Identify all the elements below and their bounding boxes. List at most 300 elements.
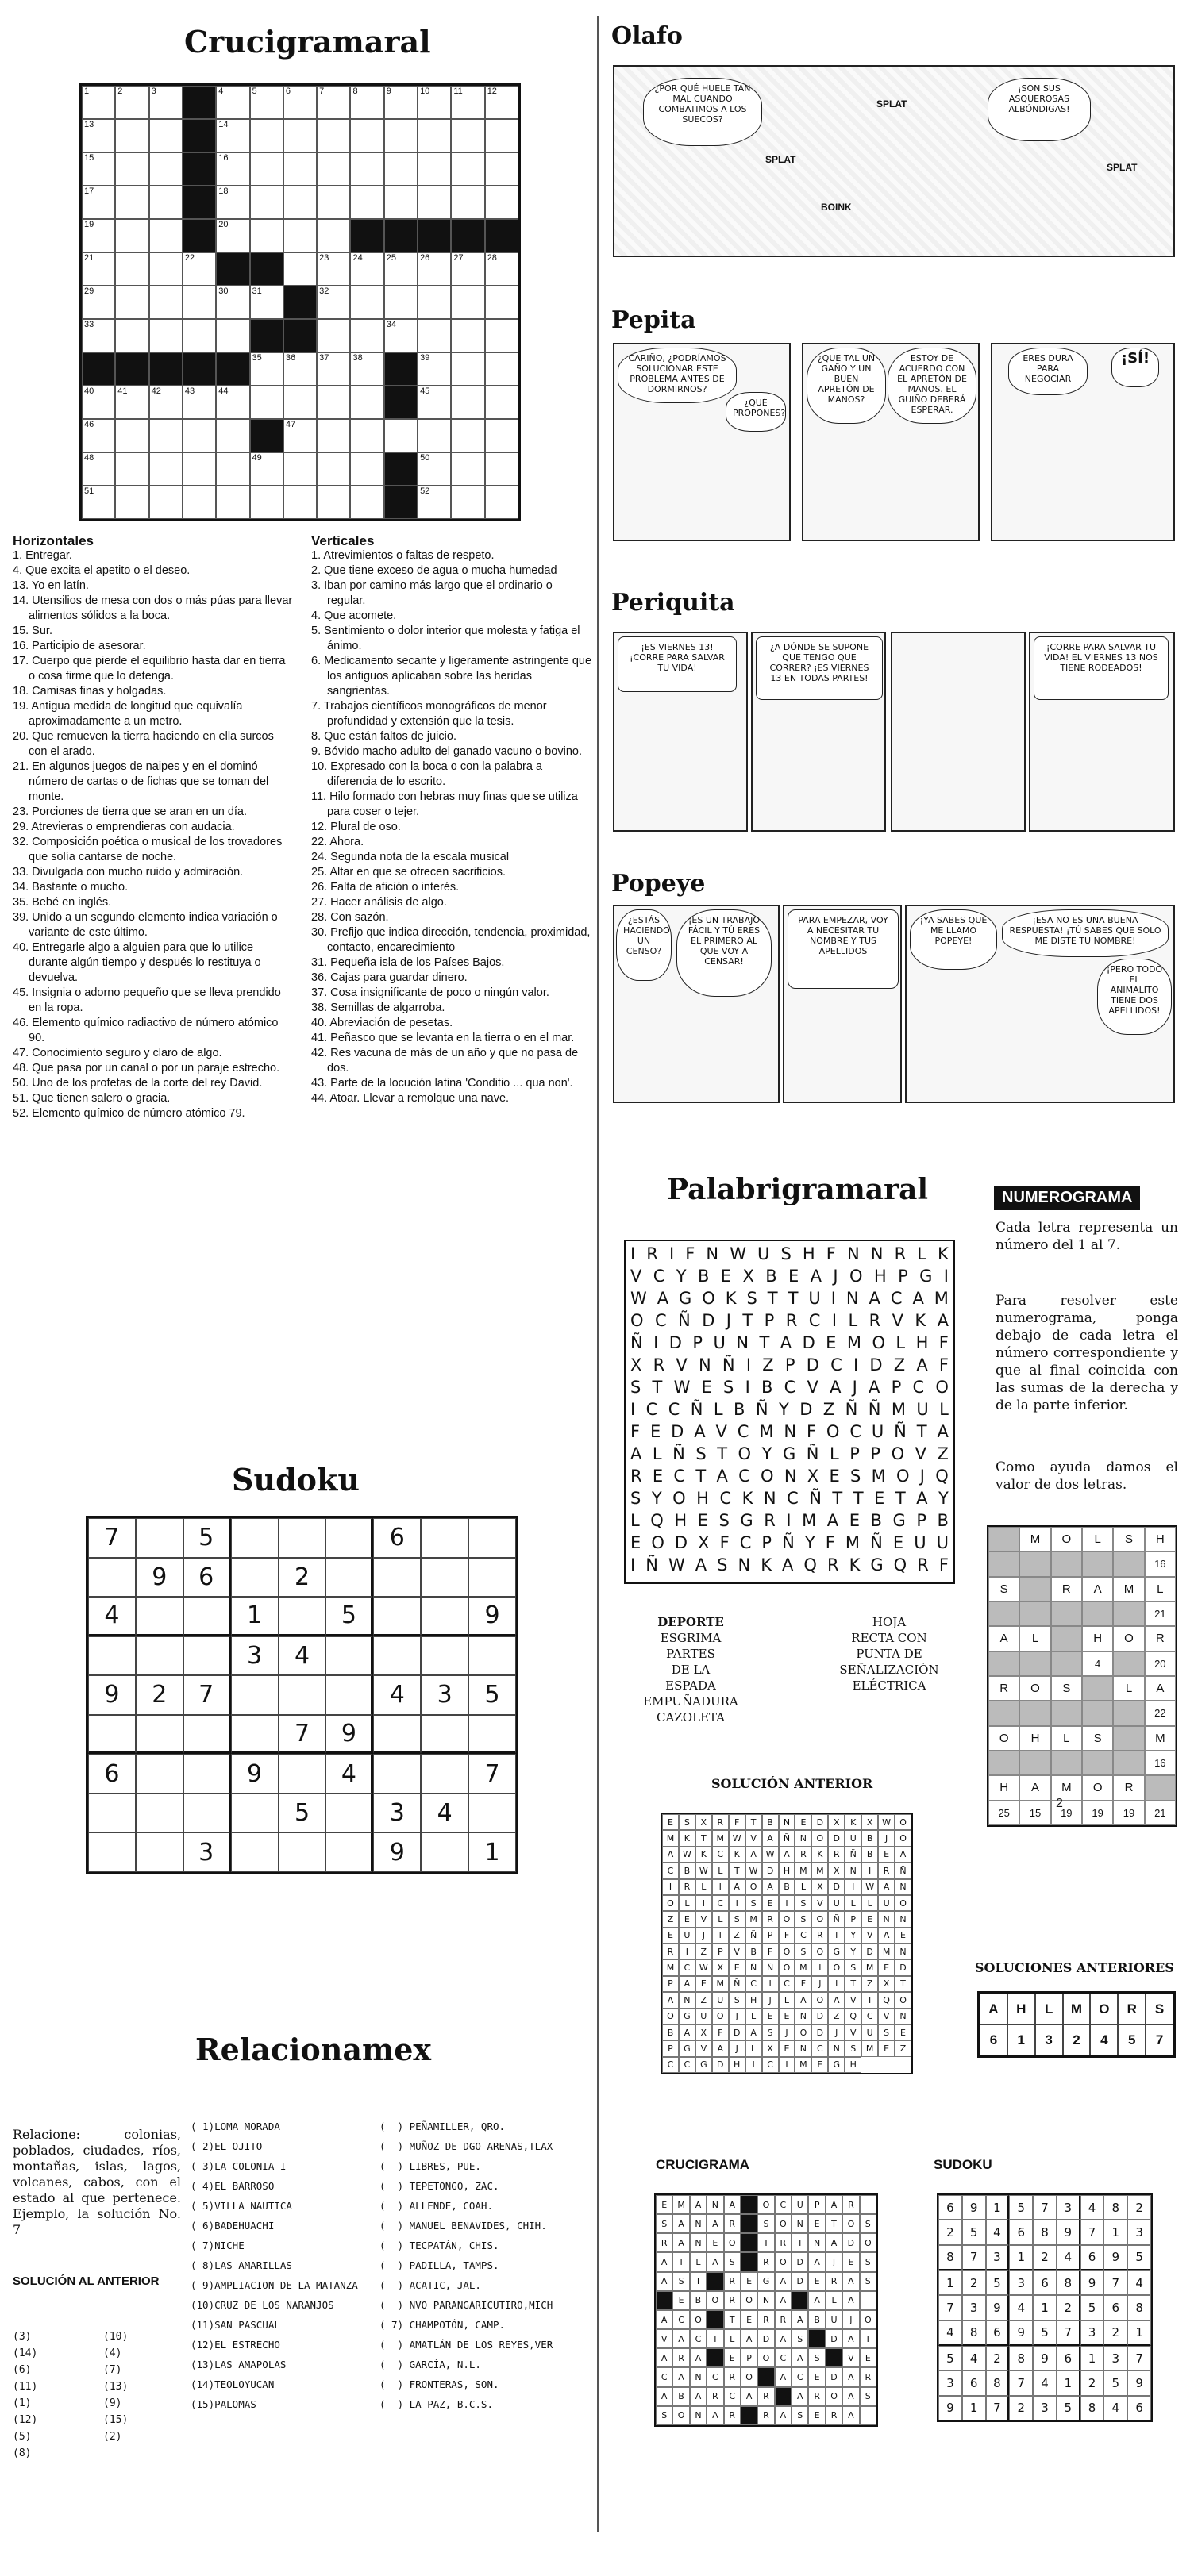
prev-sudoku-cell: 5	[938, 2346, 962, 2370]
wordsearch-letter: E	[849, 1511, 860, 1530]
crossword-cell	[283, 152, 317, 186]
crossword-cell	[250, 352, 283, 386]
pepita-panel-3	[991, 343, 1175, 541]
crossword-cell	[485, 119, 518, 152]
prev-crossword-letter: R	[826, 2272, 842, 2291]
prev-crossword-letter: J	[826, 2252, 842, 2271]
wordsearch-word: SEÑALIZACIÓN	[839, 1663, 939, 1677]
prev-crossword-letter: A	[672, 2233, 689, 2252]
vertical-clue: 41. Peñasco que se levanta en la tierra o en el mar.	[311, 1032, 575, 1044]
prev-wordsearch-letter: N	[895, 2009, 911, 2024]
wordsearch-letter: Y	[804, 1533, 815, 1552]
wordsearch-grid	[624, 1240, 955, 1584]
sudoku-cell	[421, 1558, 468, 1598]
sudoku-cell	[325, 1558, 373, 1598]
prev-sudoku-cell: 8	[986, 2370, 1010, 2395]
prev-sudoku-cell: 4	[1009, 2295, 1033, 2320]
periquita-panel-4	[1029, 632, 1175, 832]
crossword-clue-number: 29	[84, 286, 94, 296]
prev-wordsearch-letter: B	[861, 1830, 878, 1846]
prev-sudoku-cell: 7	[986, 2396, 1010, 2420]
relacionamex-state: ( ) ALLENDE, COAH.	[379, 2200, 493, 2212]
prev-wordsearch-letter: S	[795, 1895, 811, 1911]
prev-crossword-letter: R	[757, 2252, 774, 2271]
numerograma-cell	[988, 1527, 1019, 1551]
relacionamex-state: ( ) ACATIC, JAL.	[379, 2279, 481, 2291]
prev-wordsearch-letter: I	[662, 1879, 679, 1895]
wordsearch-letter: W	[673, 1378, 691, 1397]
crossword-cell	[216, 152, 249, 186]
prev-crossword-letter: N	[690, 2233, 707, 2252]
wordsearch-letter: Q	[803, 1555, 817, 1574]
wordsearch-letter: A	[694, 1422, 706, 1441]
numerograma-cell	[988, 1701, 1019, 1725]
prev-wordsearch-letter: J	[695, 1928, 712, 1944]
numerograma-text1: Cada letra representa un número del 1 al 7.	[996, 1220, 1178, 1253]
prev-wordsearch-letter: M	[878, 1944, 895, 1959]
prev-wordsearch-letter: Z	[729, 1928, 745, 1944]
crossword-cell	[149, 452, 183, 486]
crossword-cell	[149, 286, 183, 319]
crossword-cell	[317, 152, 350, 186]
pepita-panel-2	[802, 343, 980, 541]
prev-sudoku-cell: 3	[1057, 2195, 1080, 2220]
crossword-cell	[115, 152, 148, 186]
prev-wordsearch-letter: M	[662, 1959, 679, 1975]
crossword-clue-number: 13	[84, 120, 94, 129]
crossword-cell	[451, 419, 484, 452]
crossword-cell	[451, 386, 484, 419]
numerograma-cell: M	[1051, 1775, 1082, 1800]
prev-crossword-letter: A	[690, 2195, 707, 2214]
prev-wordsearch-letter: O	[895, 1830, 911, 1846]
crossword-cell	[115, 286, 148, 319]
sudoku-cell	[183, 1794, 231, 1833]
crossword-cell	[283, 119, 317, 152]
popeye-panel-3	[905, 905, 1175, 1103]
prev-crossword-letter: B	[808, 2310, 825, 2329]
prev-wordsearch-letter: X	[695, 1814, 712, 1830]
wordsearch-letter: L	[917, 1244, 926, 1263]
crossword-cell	[82, 86, 115, 119]
wordsearch-letter: S	[850, 1467, 861, 1486]
prev-wordsearch-letter: I	[745, 2057, 762, 2073]
crossword-cell	[82, 419, 115, 452]
prev-crossword-letter: A	[842, 2272, 859, 2291]
wordsearch-letter: A	[716, 1467, 728, 1486]
prev-wordsearch-letter: I	[811, 1959, 828, 1975]
prev-crossword-letter: T	[860, 2329, 876, 2348]
wordsearch-letter: P	[870, 1444, 881, 1463]
sudoku-cell	[136, 1794, 183, 1833]
prev-crossword-letter: A	[775, 2406, 792, 2425]
prev-sudoku-cell: 1	[1009, 2245, 1033, 2270]
wordsearch-letter: B	[937, 1511, 949, 1530]
sudoku-cell: 1	[468, 1832, 516, 1872]
prev-wordsearch-letter: U	[712, 1992, 729, 2008]
crossword-black-cell	[183, 86, 216, 119]
crossword-cell	[485, 486, 518, 519]
crossword-cell	[283, 219, 317, 252]
wordsearch-letter: Q	[650, 1511, 664, 1530]
prev-crossword-letter: C	[707, 2367, 723, 2386]
relacionamex-place: (13)LAS AMAPOLAS	[191, 2359, 287, 2370]
wordsearch-letter: T	[717, 1444, 728, 1463]
wordsearch-letter: F	[826, 1244, 836, 1263]
prev-sudoku-cell: 2	[1033, 2245, 1057, 2270]
vertical-clue: 2. Que tiene exceso de agua o mucha humedad	[311, 564, 557, 577]
crossword-clue-number: 1	[84, 87, 90, 96]
prev-wordsearch-letter: N	[878, 1911, 895, 1927]
sudoku-cell: 9	[325, 1715, 373, 1755]
relacionamex-solution-item: (10)	[103, 2331, 129, 2343]
prev-crossword-letter: S	[792, 2329, 808, 2348]
crossword-cell	[350, 152, 383, 186]
wordsearch-row	[630, 1533, 949, 1555]
numerograma-cell	[1051, 1701, 1082, 1725]
popeye-bubble-2: ¡ES UN TRABAJO FÁCIL Y TÚ ERES EL PRIMERO AL QUE VOY A CENSAR!	[676, 909, 772, 997]
crossword-cell	[216, 386, 249, 419]
relacionamex-state: ( ) LIBRES, PUE.	[379, 2160, 481, 2172]
crossword-cell	[250, 119, 283, 152]
relacionamex-places	[191, 2117, 358, 2414]
prev-sudoku-cell: 9	[1033, 2346, 1057, 2370]
prev-wordsearch-letter: F	[729, 1814, 745, 1830]
wordsearch-letter: L	[652, 1444, 662, 1463]
numerograma-cell: M	[1019, 1527, 1050, 1551]
prev-wordsearch-letter: Z	[828, 2009, 845, 2024]
prev-wordsearch-letter: G	[679, 2009, 695, 2024]
wordsearch-letter: C	[645, 1400, 658, 1419]
prev-wordsearch-letter: S	[729, 1911, 745, 1927]
prev-wordsearch-letter: N	[828, 2040, 845, 2056]
prev-wordsearch-letter: W	[679, 1847, 695, 1863]
sudoku-cell	[325, 1518, 373, 1558]
prev-crossword-letter: P	[808, 2195, 825, 2214]
prev-wordsearch-letter: I	[861, 1863, 878, 1878]
prev-sudoku-cell: 3	[962, 2295, 986, 2320]
vertical-clue: 1. Atrevimientos o faltas de respeto.	[311, 549, 495, 562]
prev-wordsearch-letter: C	[712, 1895, 729, 1911]
prev-crossword-black	[741, 2233, 757, 2252]
wordsearch-letter: N	[870, 1244, 884, 1263]
crossword-black-cell	[250, 419, 283, 452]
prev-wordsearch-letter: S	[845, 2040, 861, 2056]
wordsearch-letter: N	[784, 1467, 797, 1486]
crossword-cell	[82, 386, 115, 419]
wordsearch-letter: C	[668, 1400, 680, 1419]
vertical-clue: 9. Bóvido macho adulto del ganado vacuno o bovino.	[311, 745, 582, 758]
prev-crossword-letter: I	[690, 2272, 707, 2291]
wordsearch-letter: A	[830, 1378, 842, 1397]
prev-crossword-letter: A	[792, 2387, 808, 2406]
prev-crossword-letter: I	[707, 2329, 723, 2348]
prev-crossword-letter: R	[808, 2387, 825, 2406]
relacionamex-state: ( ) MANUEL BENAVIDES, CHIH.	[379, 2220, 547, 2232]
prev-sudoku-cell: 7	[938, 2295, 962, 2320]
wordsearch-letter: H	[915, 1333, 929, 1352]
prev-wordsearch-letter: M	[745, 1911, 762, 1927]
crossword-cell	[350, 352, 383, 386]
numerograma-cell: A	[1019, 1775, 1050, 1800]
prev-wordsearch-letter: O	[779, 1944, 795, 1959]
prev-crossword-letter: S	[724, 2252, 741, 2271]
wordsearch-letter: D	[702, 1311, 715, 1330]
wordsearch-letter: T	[916, 1422, 927, 1441]
popeye-bubble-5: ¡ESA NO ES UNA BUENA RESPUESTA! ¡TÚ SABES QUE SOLO ME DISTE TU NOMBRE!	[1002, 909, 1169, 957]
crossword-clue-number: 22	[184, 253, 195, 263]
wordsearch-letter: F	[630, 1422, 641, 1441]
prev-wordsearch-letter: S	[845, 1959, 861, 1975]
wordsearch-word: HOJA	[872, 1615, 907, 1629]
prev-crossword-letter: O	[672, 2406, 689, 2425]
crossword-clue-number: 49	[252, 453, 262, 463]
prev-wordsearch-letter: U	[828, 1895, 845, 1911]
horizontal-clue: 33. Divulgada con mucho ruido y admiración.	[13, 866, 244, 879]
wordsearch-letter: Y	[778, 1400, 789, 1419]
wordsearch-letter: V	[807, 1378, 818, 1397]
wordsearch-letter: C	[673, 1467, 686, 1486]
wordsearch-letter: M	[845, 1533, 861, 1552]
prev-wordsearch-letter: S	[795, 1944, 811, 1959]
prev-crossword-letter: J	[842, 2310, 859, 2329]
numerograma-cell	[1113, 1701, 1144, 1725]
prev-wordsearch-letter: P	[662, 2040, 679, 2056]
prev-crossword-black	[792, 2291, 808, 2310]
crossword-cell	[317, 86, 350, 119]
crossword-cell	[317, 486, 350, 519]
crossword-cell	[418, 386, 451, 419]
crucigrama-prev-title: CRUCIGRAMA	[656, 2157, 750, 2172]
wordsearch-letter: A	[695, 1555, 707, 1574]
wordsearch-letter: T	[767, 1289, 778, 1308]
crossword-cell	[317, 219, 350, 252]
prev-wordsearch-letter: X	[878, 1976, 895, 1992]
prev-crossword-letter: S	[808, 2348, 825, 2367]
numerograma-cell: 15	[1019, 1801, 1050, 1825]
olafo-title: Olafo	[611, 22, 683, 50]
prev-wordsearch-letter: L	[861, 1895, 878, 1911]
wordsearch-letter: D	[869, 1355, 883, 1375]
prev-wordsearch-letter: I	[779, 1895, 795, 1911]
wordsearch-letter: R	[869, 1311, 881, 1330]
prev-wordsearch-letter: O	[662, 2009, 679, 2024]
prev-wordsearch-letter: M	[795, 1863, 811, 1878]
sudoku-cell	[136, 1832, 183, 1872]
prev-wordsearch-letter: M	[861, 1959, 878, 1975]
wordsearch-letter: C	[849, 1422, 862, 1441]
sudoku-cell: 3	[421, 1675, 468, 1715]
relacionamex-state: ( ) LA PAZ, B.C.S.	[379, 2398, 493, 2410]
prev-crossword-letter	[860, 2195, 876, 2214]
prev-wordsearch-letter: E	[662, 1814, 679, 1830]
wordsearch-row	[630, 1555, 949, 1578]
wordsearch-letter: D	[799, 1400, 813, 1419]
prev-sudoku-cell: 5	[1080, 2295, 1104, 2320]
prev-sudoku-cell: 4	[938, 2320, 962, 2346]
prev-wordsearch-letter: D	[729, 2024, 745, 2040]
sudoku-cell	[421, 1832, 468, 1872]
prev-crossword-letter: S	[656, 2214, 672, 2233]
sudoku-cell: 7	[468, 1754, 516, 1794]
prev-sudoku-cell: 5	[1057, 2396, 1080, 2420]
prev-crossword-letter: B	[690, 2291, 707, 2310]
crossword-cell	[115, 86, 148, 119]
wordsearch-letter: R	[917, 1555, 929, 1574]
numerograma-cell: H	[988, 1775, 1019, 1800]
prev-wordsearch-letter: L	[779, 1992, 795, 2008]
prev-crossword-letter: A	[707, 2406, 723, 2425]
crossword-clue-number: 34	[386, 320, 397, 329]
wordsearch-letter: G	[870, 1555, 884, 1574]
periquita-title: Periquita	[611, 589, 735, 617]
prev-crossword-letter: E	[741, 2272, 757, 2291]
wordsearch-letter: Ñ	[630, 1333, 643, 1352]
crossword-cell	[149, 186, 183, 219]
prev-wordsearch-letter: B	[861, 1847, 878, 1863]
horizontal-clue: 40. Entregarle algo a alguien para que lo utilice durante algún tiempo y después lo restituya o devuelva.	[13, 941, 261, 984]
numerograma-cell	[1019, 1701, 1050, 1725]
crossword-clue-number: 6	[285, 87, 291, 96]
sudoku-cell	[373, 1754, 421, 1794]
relacionamex-place: ( 6)BADEHUACHI	[191, 2220, 275, 2232]
relacionamex-place: ( 2)EL OJITO	[191, 2140, 263, 2152]
numerograma-cell: 25	[988, 1801, 1019, 1825]
prev-wordsearch-letter: I	[729, 1895, 745, 1911]
wordsearch-letter: J	[852, 1378, 857, 1397]
wordsearch-letter: C	[654, 1311, 667, 1330]
crossword-cell	[183, 386, 216, 419]
crossword-cell	[451, 286, 484, 319]
prev-sudoku-cell: 1	[1080, 2346, 1104, 2370]
prev-wordsearch-letter: V	[811, 1895, 828, 1911]
wordsearch-letter: L	[829, 1444, 839, 1463]
sudoku-cell	[373, 1558, 421, 1598]
sudoku-cell	[373, 1636, 421, 1676]
sudoku-cell: 5	[279, 1794, 326, 1833]
prev-wordsearch-letter: E	[762, 2009, 779, 2024]
wordsearch-letter: B	[870, 1511, 882, 1530]
crossword-clue-number: 41	[117, 386, 128, 396]
column-divider	[597, 16, 599, 2532]
prev-wordsearch-letter: E	[679, 1911, 695, 1927]
crossword-cell	[149, 119, 183, 152]
prev-sudoku-cell: 7	[1127, 2346, 1151, 2370]
crossword-black-cell	[384, 452, 418, 486]
wordsearch-letter: I	[630, 1244, 636, 1263]
crossword-cell	[82, 119, 115, 152]
prev-sudoku-cell: 3	[1033, 2396, 1057, 2420]
sudoku-cell	[468, 1518, 516, 1558]
crossword-black-cell	[485, 219, 518, 252]
prev-crossword-letter: R	[724, 2272, 741, 2291]
prev-crossword-letter: S	[672, 2272, 689, 2291]
numerograma-sol-letter: L	[1035, 1994, 1063, 2024]
prev-sudoku-cell: 6	[1127, 2396, 1151, 2420]
prev-wordsearch-letter: A	[828, 1992, 845, 2008]
wordsearch-letter: R	[826, 1555, 839, 1574]
crossword-clue-number: 7	[319, 87, 325, 96]
prev-crossword-black	[741, 2406, 757, 2425]
horizontal-clue: 52. Elemento químico de número atómico 79.	[13, 1107, 245, 1120]
relacionamex-solution-item: (1)	[13, 2397, 32, 2409]
vertical-clue: 4. Que acomete.	[311, 609, 397, 622]
prev-crossword-letter: A	[775, 2329, 792, 2348]
numerograma-cell	[1082, 1701, 1113, 1725]
sudoku-cell	[279, 1675, 326, 1715]
wordsearch-letter: U	[871, 1422, 884, 1441]
prev-wordsearch-letter: J	[779, 2024, 795, 2040]
sudoku-cell: 4	[421, 1794, 468, 1833]
crossword-black-cell	[216, 352, 249, 386]
relacionamex-solution-item: (15)	[103, 2414, 129, 2426]
sudoku-cell: 7	[88, 1518, 136, 1558]
crossword-cell	[183, 319, 216, 352]
prev-wordsearch-letter: Ñ	[745, 1959, 762, 1975]
prev-wordsearch-letter: C	[779, 1976, 795, 1992]
wordsearch-letter: B	[765, 1267, 777, 1286]
popeye-bubble-1: ¿ESTÁS HACIENDO UN CENSO?	[616, 909, 672, 981]
prev-crossword-letter: O	[741, 2367, 757, 2386]
crossword-cell	[485, 452, 518, 486]
relacionamex-place: (11)SAN PASCUAL	[191, 2319, 280, 2331]
prev-wordsearch-letter: X	[861, 1814, 878, 1830]
crossword-cell	[149, 486, 183, 519]
prev-wordsearch-letter: B	[662, 2024, 679, 2040]
prev-sudoku-cell: 7	[1103, 2270, 1127, 2295]
prev-crossword-letter: R	[757, 2387, 774, 2406]
prev-crossword-letter: N	[792, 2214, 808, 2233]
crossword-cell	[183, 286, 216, 319]
prev-wordsearch-letter: C	[679, 1959, 695, 1975]
prev-wordsearch-letter: J	[878, 1830, 895, 1846]
prev-crossword-letter: E	[724, 2348, 741, 2367]
crossword-black-cell	[115, 352, 148, 386]
prev-crossword-letter	[860, 2406, 876, 2425]
prev-wordsearch-letter: Y	[845, 1928, 861, 1944]
numerograma-sol-number: 1	[1007, 2024, 1035, 2055]
prev-crossword-letter: O	[775, 2252, 792, 2271]
crossword-cell	[384, 252, 418, 286]
numerograma-cell	[1113, 1601, 1144, 1626]
prev-crossword-letter: E	[672, 2291, 689, 2310]
prev-sudoku-cell: 9	[986, 2295, 1010, 2320]
prev-crossword-letter: V	[842, 2348, 859, 2367]
prev-crossword-letter: M	[672, 2195, 689, 2214]
relacionamex-state: ( ) PADILLA, TAMPS.	[379, 2259, 499, 2271]
sudoku-cell	[88, 1832, 136, 1872]
prev-wordsearch-letter: A	[679, 1976, 695, 1992]
numerograma-sol-number: 7	[1146, 2024, 1173, 2055]
crossword-clue-number: 38	[352, 353, 363, 363]
numerograma-title: NUMEROGRAMA	[994, 1186, 1140, 1210]
crossword-cell	[317, 386, 350, 419]
wordsearch-letter: U	[936, 1533, 949, 1552]
wordsearch-letter: D	[671, 1422, 684, 1441]
relacionamex-solution-item: (12)	[13, 2414, 38, 2426]
prev-crossword-letter: C	[792, 2367, 808, 2386]
prev-wordsearch-letter: E	[662, 1928, 679, 1944]
olafo-bubble-1: ¿POR QUÉ HUELE TAN MAL CUANDO COMBATIMOS A LOS SUECOS?	[643, 78, 762, 146]
prev-crossword-black	[707, 2348, 723, 2367]
olafo-fx-1: SPLAT	[876, 98, 907, 110]
prev-wordsearch-letter: K	[845, 1814, 861, 1830]
crossword-cell	[283, 452, 317, 486]
prev-sudoku-cell: 9	[1127, 2370, 1151, 2395]
prev-wordsearch-letter: A	[878, 1879, 895, 1895]
prev-crossword-letter: S	[656, 2406, 672, 2425]
relacionamex-place: ( 7)NICHE	[191, 2240, 245, 2251]
